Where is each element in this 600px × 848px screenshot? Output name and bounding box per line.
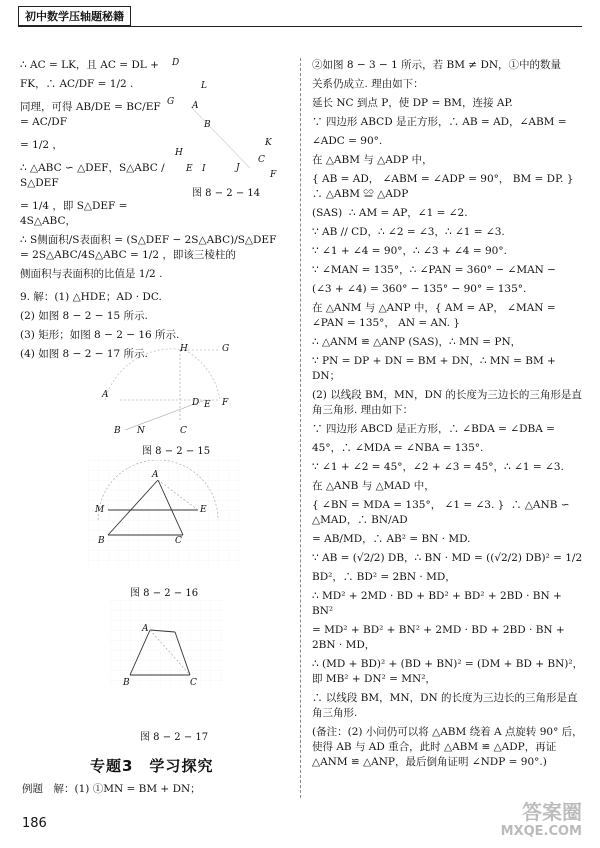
figure-8-2-15 bbox=[95, 340, 245, 440]
fig14-label: L bbox=[201, 81, 207, 91]
fig16-label: B bbox=[98, 536, 105, 546]
text-line: = 1/4 ，即 S△DEF = 4S△ABC， bbox=[20, 200, 131, 227]
fig15-label: H bbox=[180, 344, 188, 354]
watermark-line: 答案圈 bbox=[522, 800, 582, 824]
text-line: 在 △ANM 与 △ANP 中，{ AM = AP， ∠MAN = ∠PAN = 135°， AN = AN. } bbox=[312, 302, 559, 329]
text-line: (4) 如图 8 − 2 − 17 所示. bbox=[20, 348, 148, 360]
text-line: ∠ADC = 90°. bbox=[312, 135, 383, 147]
text-line: { AB = AD， ∠ABM = ∠ADP = 90°， BM = DP. } ∴ △ABM ≌ △ADP bbox=[312, 173, 581, 200]
watermark-line: MXQE.COM bbox=[500, 824, 582, 839]
column-divider bbox=[300, 58, 301, 798]
topic-heading: 专题3 学习探究 bbox=[90, 757, 214, 775]
figure-8-2-17 bbox=[110, 600, 225, 690]
text-line: = AB/MD，∴ AB² = BN · MD. bbox=[312, 533, 471, 545]
figure-caption: 图 8 − 2 − 15 bbox=[142, 446, 211, 457]
text-line: 侧面积与表面积的比值是 1/2 . bbox=[20, 268, 163, 280]
text-line: 延长 NC 到点 P，使 DP = BM，连接 AP. bbox=[312, 97, 513, 109]
fig14-label: E bbox=[186, 164, 193, 174]
fig15-label: F bbox=[222, 398, 229, 408]
text-line: (2) 如图 8 − 2 − 15 所示. bbox=[20, 310, 148, 322]
figure-caption: 图 8 − 2 − 17 bbox=[140, 732, 209, 743]
fig14-label: D bbox=[172, 58, 180, 68]
example-line: 例题 解：(1) ①MN = BM + DN； bbox=[22, 783, 201, 795]
text-line: ∵ ∠MAN = 135°，∴ ∠PAN = 360° − ∠MAN − bbox=[312, 264, 556, 276]
text-line: ②如图 8 − 3 − 1 所示，若 BM ≠ DN，①中的数量 bbox=[312, 59, 562, 71]
fig14-label: A bbox=[192, 101, 199, 111]
fig15-label: B bbox=[114, 426, 121, 436]
page-number: 186 bbox=[22, 816, 47, 831]
text-line: = 1/2 ， bbox=[20, 139, 63, 151]
fig15-label: G bbox=[222, 344, 230, 354]
figure-8-2-16 bbox=[88, 460, 243, 570]
text-line: ∴ S侧面积/S表面积 = (S△DEF − 2S△ABC)/S△DEF = 2S△ABC/4S△ABC = 1/2 ，即该三棱柱的 bbox=[20, 234, 280, 261]
fig14-label: K bbox=[265, 138, 272, 148]
text-line: ∴ MD² + 2MD · BD + BD² + BD² + 2BD · BN + BN² bbox=[312, 590, 566, 617]
text-line: ∵ AB // CD，∴ ∠2 = ∠3，∴ ∠1 = ∠3. bbox=[312, 226, 505, 238]
text-line: ∵ AB = (√2/2) DB，∴ BN · MD = ((√2/2) DB)² = 1/2 bbox=[312, 552, 583, 564]
text-line: BD²，∴ BD² = 2BN · MD， bbox=[312, 571, 456, 583]
text-line: ∴ △ANM ≌ △ANP (SAS)，∴ MN = PN， bbox=[312, 336, 522, 348]
text-line: 9. 解：(1) △HDE；AD · DC. bbox=[20, 291, 162, 303]
fig15-label: C bbox=[180, 426, 187, 436]
fig17-label: B bbox=[123, 678, 130, 688]
header-rule bbox=[18, 26, 582, 27]
text-line: ∵ PN = DP + DN = BM + DN，∴ MN = BM + DN； bbox=[312, 355, 560, 382]
text-line: ∵ ∠1 + ∠4 = 90°，∴ ∠3 + ∠4 = 90°. bbox=[312, 245, 507, 257]
text-line: (SAS) ∴ AM = AP，∠1 = ∠2. bbox=[312, 207, 468, 219]
fig14-label: I bbox=[202, 164, 206, 174]
text-line: 在 △ANB 与 △MAD 中， bbox=[312, 480, 435, 492]
right-column bbox=[312, 58, 584, 774]
text-line: 45°，∴ ∠MDA = ∠NBA = 135°. bbox=[312, 442, 484, 454]
text-line: ∴ AC = LK，且 AC = DL + bbox=[20, 59, 159, 71]
watermark bbox=[501, 802, 582, 842]
fig14-label: G bbox=[167, 97, 175, 107]
text-line: = MD² + BD² + BN² + 2MD · BD + 2BD · BN + 2BN · MD， bbox=[312, 624, 569, 651]
text-line: ∵ ∠1 + ∠2 = 45°，∠2 + ∠3 = 45°，∴ ∠1 = ∠3. bbox=[312, 461, 564, 473]
text-line: (∠3 + ∠4) = 360° − 135° − 90° = 135°. bbox=[312, 283, 527, 295]
text-line: 同理，可得 AB/DE = BC/EF = AC/DF bbox=[20, 101, 165, 128]
text-line: 关系仍成立. 理由如下： bbox=[312, 78, 424, 90]
text-line: ∴ (MD + BD)² + (BD + BN)² = (DM + BD + BN)²，即 MB² + DN² = MN²， bbox=[312, 658, 584, 685]
text-line: ∵ 四边形 ABCD 是正方形，∴ ∠BDA = ∠DBA = bbox=[312, 423, 555, 435]
text-line: 在 △ABM 与 △ADP 中， bbox=[312, 154, 433, 166]
fig14-label: F bbox=[270, 170, 277, 180]
figure-caption: 图 8 − 2 − 14 bbox=[192, 188, 261, 199]
fig17-label: A bbox=[142, 624, 149, 634]
fig15-label: N bbox=[137, 426, 145, 436]
text-line: (3) 矩形；如图 8 − 2 − 16 所示. bbox=[20, 329, 180, 341]
figure-caption: 图 8 − 2 − 16 bbox=[130, 588, 199, 599]
text-line: (2) 以线段 BM，MN，DN 的长度为三边长的三角形是直角三角形. 理由如下： bbox=[312, 389, 582, 416]
fig15-label: A bbox=[102, 390, 109, 400]
fig16-label: A bbox=[152, 470, 159, 480]
fig17-label: C bbox=[190, 678, 197, 688]
text-line: { ∠BN = MDA = 135°， ∠1 = ∠3. } ∴ △ANB ∽ △MAD，∴ BN/AD bbox=[312, 499, 573, 526]
fig14-label: B bbox=[204, 120, 211, 130]
fig16-label: M bbox=[95, 505, 105, 515]
fig16-label: C bbox=[175, 536, 182, 546]
book-title-header: 初中数学压轴题秘籍 bbox=[18, 6, 131, 26]
text-line: FK，∴ AC/DF = 1/2 . bbox=[20, 78, 134, 90]
fig14-label: J bbox=[236, 163, 240, 173]
fig15-label: D bbox=[192, 398, 200, 408]
text-line: ∴ △ABC ∽ △DEF，S△ABC / S△DEF bbox=[20, 162, 169, 189]
fig14-label: H bbox=[175, 148, 183, 158]
text-line: ∵ 四边形 ABCD 是正方形，∴ AB = AD，∠ABM = bbox=[312, 116, 567, 128]
fig15-label: E bbox=[204, 400, 211, 410]
fig16-label: E bbox=[200, 505, 207, 515]
fig14-label: C bbox=[258, 155, 265, 165]
text-line: (备注：(2) 小问仍可以将 △ABM 绕着 A 点旋转 90° 后，使得 AB 与 AD 重合，此时 △ABM ≌ △ADP，再证 △ANM ≌ △ANP，最后倒角证明 ∠NDP = 90°.) bbox=[312, 726, 583, 768]
text-line: ∴ 以线段 BM，MN，DN 的长度为三边长的三角形是直角三角形. bbox=[312, 692, 578, 719]
